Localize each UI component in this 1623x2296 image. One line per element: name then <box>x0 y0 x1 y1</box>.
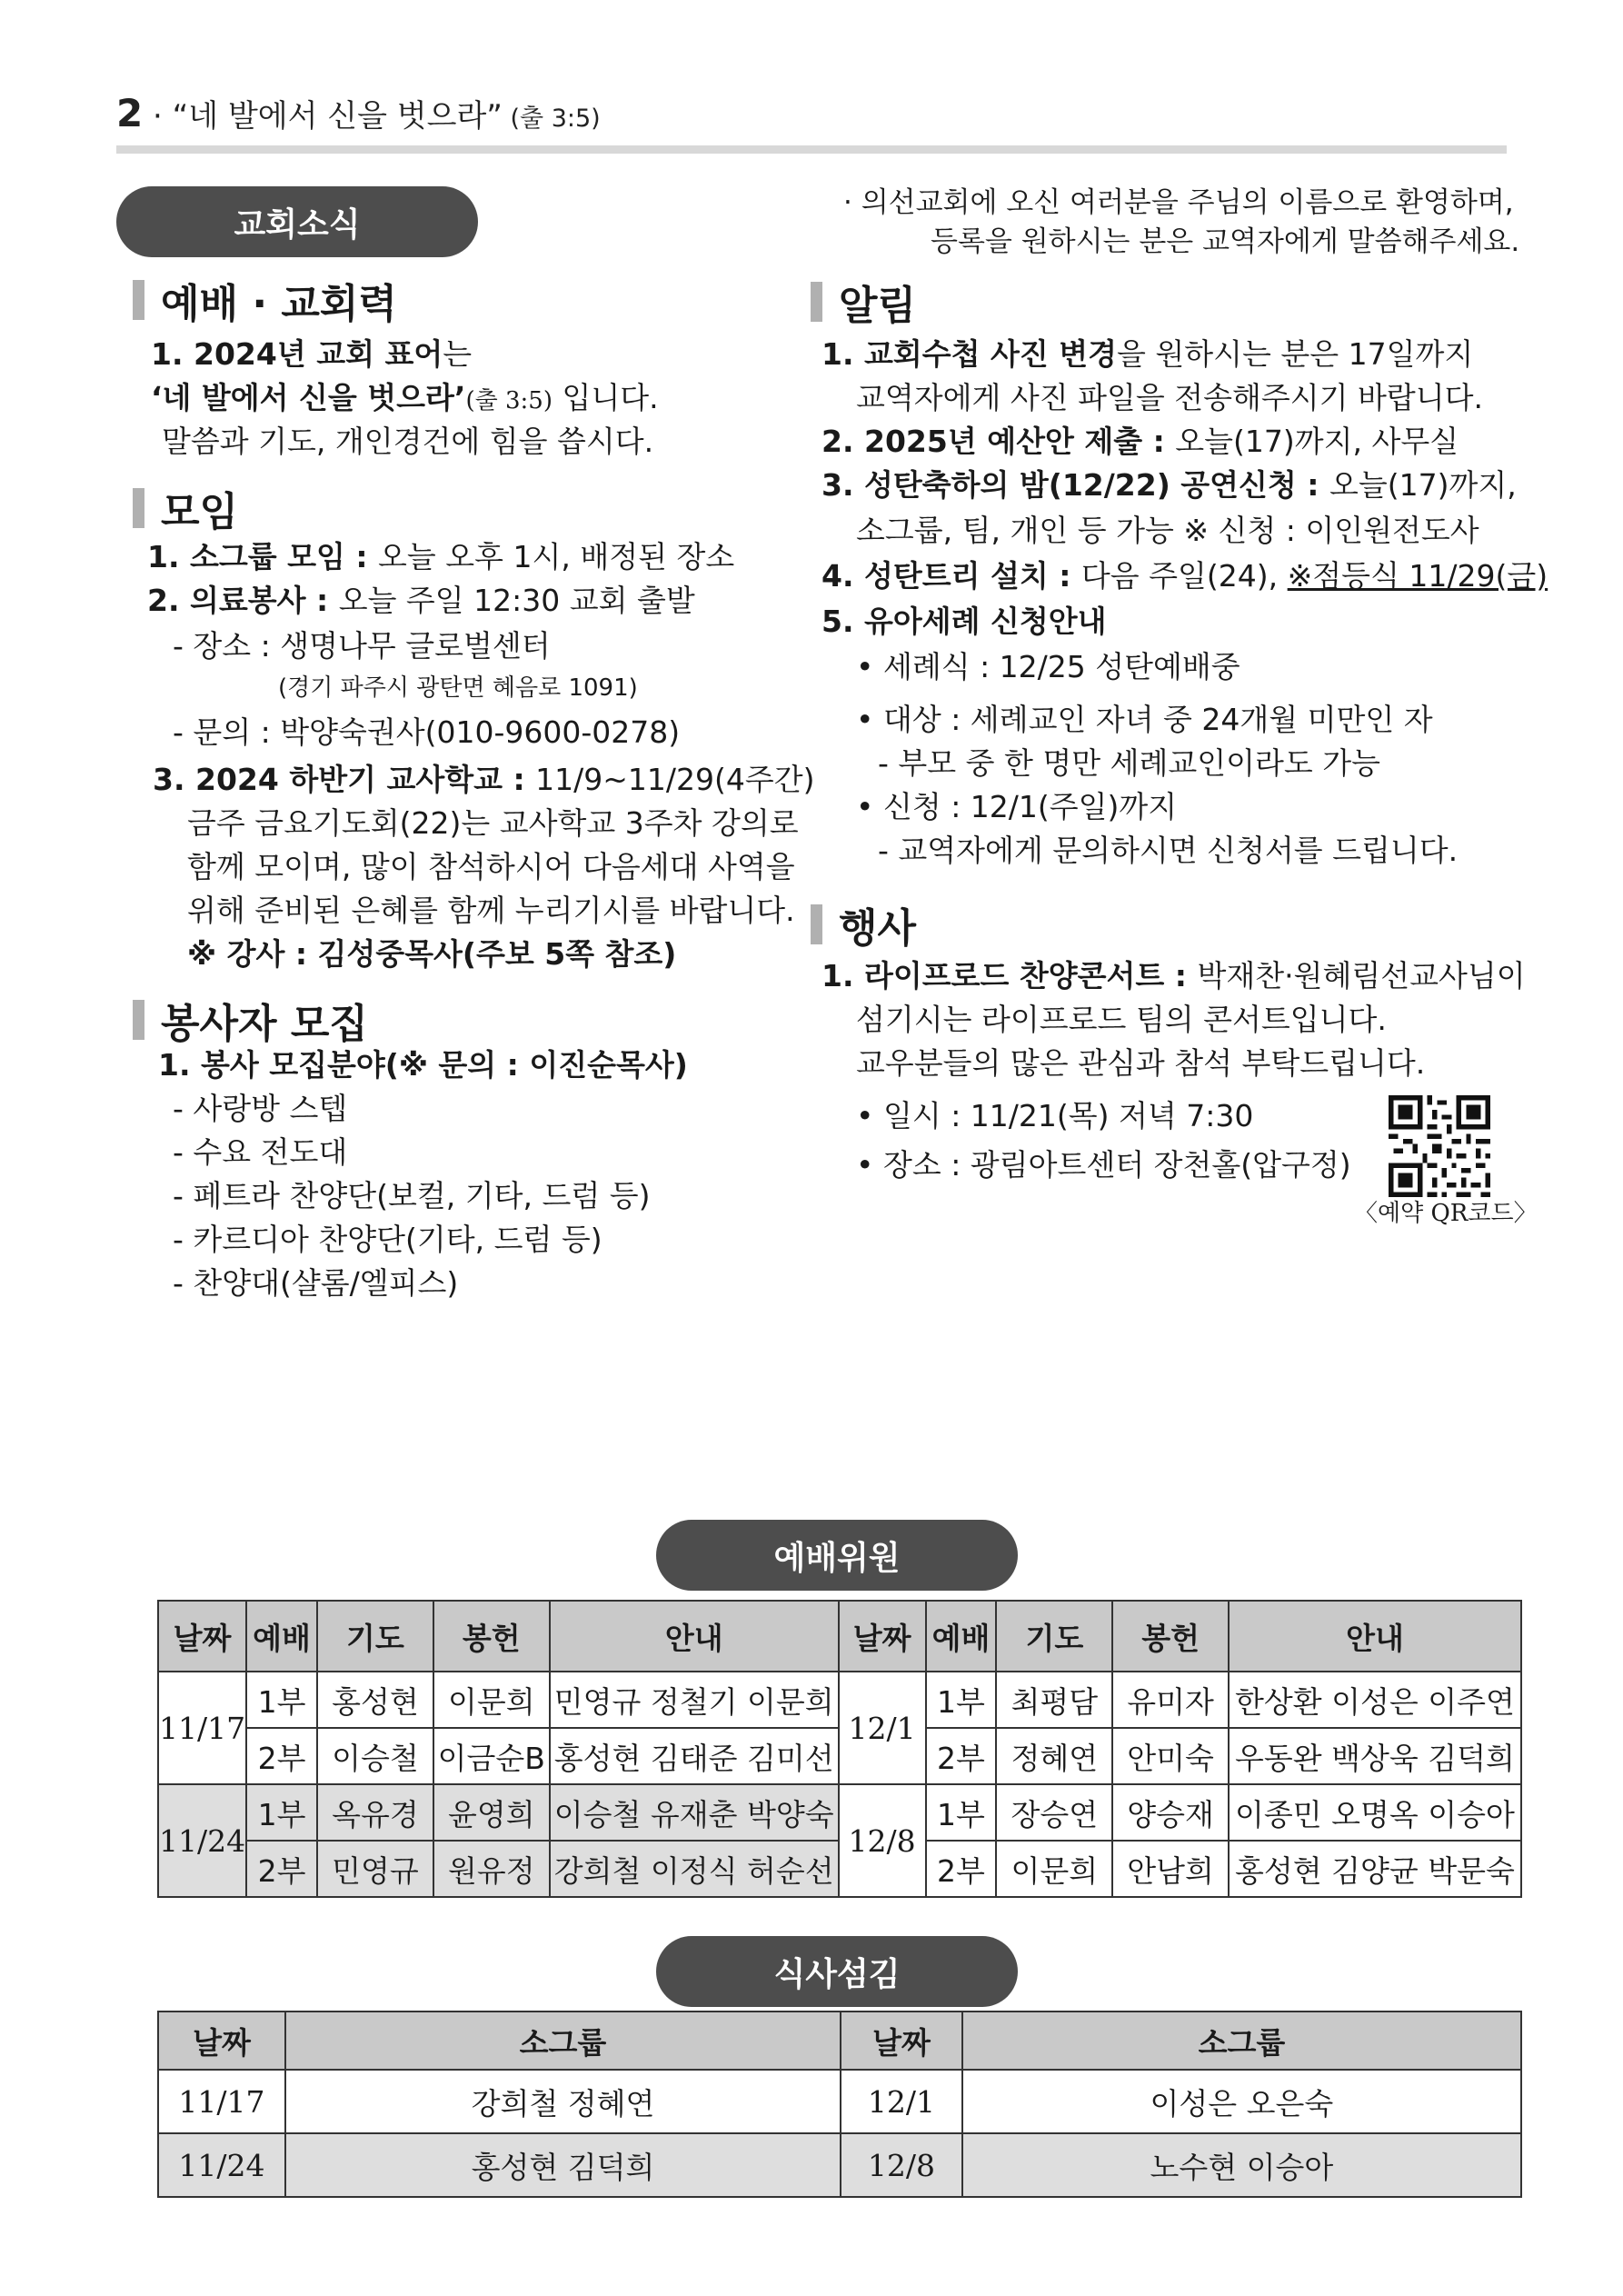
volunteer-item: - 페트라 찬양단(보컬, 기타, 드럼 등) <box>173 1178 651 1213</box>
meeting-3-line-4: ※ 강사 : 김성중목사(주보 5쪽 참조) <box>187 936 677 972</box>
header-group: 소그룹 <box>285 2011 841 2070</box>
header-usher: 안내 <box>1229 1601 1521 1672</box>
header-date: 날짜 <box>158 2011 285 2070</box>
offering-cell: 원유정 <box>433 1841 550 1897</box>
event-1-line-3: 교우분들의 많은 관심과 참석 부탁드립니다. <box>856 1045 1426 1081</box>
section-worship <box>133 271 397 329</box>
group-cell: 노수현 이승아 <box>962 2133 1521 2197</box>
section-title: 예배 · 교회력 <box>161 281 397 327</box>
offering-cell: 윤영희 <box>433 1784 550 1841</box>
event-1: 1. 라이프로드 찬양콘서트 : 박재찬·원혜림선교사님이 <box>821 958 1526 993</box>
usher-cell: 이승철 유재춘 박양숙 <box>550 1784 839 1841</box>
meeting-2-contact: - 문의 : 박양숙권사(010-9600-0278) <box>173 714 681 750</box>
section-bar <box>133 488 144 528</box>
service-cell: 1부 <box>926 1784 997 1841</box>
offering-cell: 안미숙 <box>1112 1728 1229 1784</box>
header-date: 날짜 <box>839 1601 926 1672</box>
qr-code-icon[interactable] <box>1389 1095 1490 1197</box>
volunteer-item: - 사랑방 스텝 <box>173 1091 348 1126</box>
offering-cell: 이금순B <box>433 1728 550 1784</box>
meeting-2-place: - 장소 : 생명나무 글로벌센터 <box>173 628 551 664</box>
meal-service-table <box>157 2011 1522 2198</box>
header-service: 예배 <box>246 1601 317 1672</box>
header-separator: · <box>143 98 173 135</box>
prayer-cell: 장승연 <box>996 1784 1112 1841</box>
date-cell: 12/8 <box>841 2133 962 2197</box>
prayer-cell: 이문희 <box>996 1841 1112 1897</box>
welcome-line-2: 등록을 원하시는 분은 교역자에게 말씀해주세요. <box>931 225 1520 258</box>
notice-3-line-2: 소그룹, 팀, 개인 등 가능 ※ 신청 : 이인원전도사 <box>856 513 1479 548</box>
notice-5-line-3: - 부모 중 한 명만 세례교인이라도 가능 <box>878 745 1381 781</box>
section-event <box>811 895 916 953</box>
date-cell: 12/8 <box>839 1784 926 1897</box>
prayer-cell: 옥유경 <box>317 1784 433 1841</box>
usher-cell: 이종민 오명옥 이승아 <box>1229 1784 1521 1841</box>
service-cell: 2부 <box>246 1841 317 1897</box>
offering-cell: 안남희 <box>1112 1841 1229 1897</box>
worship-line-3: 말씀과 기도, 개인경건에 힘을 씁시다. <box>162 424 654 459</box>
notice-5: 5. 유아세례 신청안내 <box>821 604 1107 639</box>
group-cell: 강희철 정혜연 <box>285 2070 841 2133</box>
date-cell: 12/1 <box>841 2070 962 2133</box>
event-1-line-5: • 장소 : 광림아트센터 장천홀(압구정) <box>856 1147 1351 1183</box>
group-cell: 홍성현 김덕희 <box>285 2133 841 2197</box>
page-header <box>116 91 601 135</box>
volunteer-item: - 카르디아 찬양단(기타, 드럼 등) <box>173 1222 602 1257</box>
worship-line-1: 1. 2024년 교회 표어는 <box>151 336 473 372</box>
meeting-3-line-1: 금주 금요기도회(22)는 교사학교 3주차 강의로 <box>187 805 799 841</box>
usher-cell: 강희철 이정식 허순선 <box>550 1841 839 1897</box>
offering-cell: 유미자 <box>1112 1672 1229 1728</box>
prayer-cell: 최평담 <box>996 1672 1112 1728</box>
offering-cell: 양승재 <box>1112 1784 1229 1841</box>
service-cell: 2부 <box>926 1841 997 1897</box>
prayer-cell: 민영규 <box>317 1841 433 1897</box>
service-cell: 2부 <box>246 1728 317 1784</box>
notice-5-line-4: • 신청 : 12/1(주일)까지 <box>856 789 1178 824</box>
prayer-cell: 정혜연 <box>996 1728 1112 1784</box>
date-cell: 11/17 <box>158 1672 246 1784</box>
date-cell: 12/1 <box>839 1672 926 1784</box>
header-offering: 봉헌 <box>1112 1601 1229 1672</box>
section-title: 모임 <box>161 489 239 535</box>
section-notice <box>811 273 916 331</box>
meeting-2-address: (경기 파주시 광탄면 혜음로 1091) <box>278 674 638 702</box>
table-row <box>158 2070 1521 2133</box>
section-title: 봉사자 모집 <box>161 1001 368 1047</box>
section-title: 행사 <box>839 905 917 952</box>
meal-service-pill: 식사섬김 <box>656 1936 1018 2007</box>
notice-1: 1. 교회수첩 사진 변경을 원하시는 분은 17일까지 <box>821 336 1474 372</box>
prayer-cell: 이승철 <box>317 1728 433 1784</box>
worship-staff-pill: 예배위원 <box>656 1520 1018 1591</box>
event-1-line-2: 섬기시는 라이프로드 팀의 콘서트입니다. <box>856 1002 1387 1037</box>
volunteer-fields: 1. 봉사 모집분야(※ 문의 : 이진순목사) <box>158 1047 688 1083</box>
usher-cell: 한상환 이성은 이주연 <box>1229 1672 1521 1728</box>
header-date: 날짜 <box>841 2011 962 2070</box>
usher-cell: 홍성현 김양균 박문숙 <box>1229 1841 1521 1897</box>
date-cell: 11/17 <box>158 2070 285 2133</box>
header-title: “네 발에서 신을 벗으라” <box>172 98 503 135</box>
meeting-1: 1. 소그룹 모임 : 오늘 오후 1시, 배정된 장소 <box>147 539 735 574</box>
header-prayer: 기도 <box>317 1601 433 1672</box>
header-date: 날짜 <box>158 1601 246 1672</box>
worship-line-2: ‘네 발에서 신을 벗으라’(출 3:5) 입니다. <box>151 380 659 415</box>
usher-cell: 우동완 백상욱 김덕희 <box>1229 1728 1521 1784</box>
volunteer-item: - 찬양대(샬롬/엘피스) <box>173 1265 459 1301</box>
welcome-line-1: · 의선교회에 오신 여러분을 주님의 이름으로 환영하며, <box>843 186 1514 219</box>
notice-3: 3. 성탄축하의 밤(12/22) 공연신청 : 오늘(17)까지, <box>821 467 1517 503</box>
service-cell: 1부 <box>926 1672 997 1728</box>
notice-2: 2. 2025년 예산안 제출 : 오늘(17)까지, 사무실 <box>821 424 1459 459</box>
meeting-2: 2. 의료봉사 : 오늘 주일 12:30 교회 출발 <box>147 583 695 618</box>
notice-5-line-2: • 대상 : 세례교인 자녀 중 24개월 미만인 자 <box>856 702 1433 737</box>
section-title: 알림 <box>839 283 917 329</box>
qr-caption: 〈예약 QR코드〉 <box>1354 1200 1538 1227</box>
header-service: 예배 <box>926 1601 997 1672</box>
header-offering: 봉헌 <box>433 1601 550 1672</box>
section-bar <box>811 282 822 322</box>
usher-cell: 홍성현 김태준 김미선 <box>550 1728 839 1784</box>
section-meeting <box>133 479 238 537</box>
section-bar <box>133 1000 144 1040</box>
offering-cell: 이문희 <box>433 1672 550 1728</box>
header-group: 소그룹 <box>962 2011 1521 2070</box>
volunteer-item: - 수요 전도대 <box>173 1134 348 1170</box>
header-ref: (출 3:5) <box>502 105 601 133</box>
table-row <box>158 1784 1521 1841</box>
worship-staff-table <box>157 1600 1522 1898</box>
date-cell: 11/24 <box>158 2133 285 2197</box>
service-cell: 1부 <box>246 1672 317 1728</box>
service-cell: 2부 <box>926 1728 997 1784</box>
section-bar <box>133 280 144 320</box>
notice-4: 4. 성탄트리 설치 : 다음 주일(24), ※점등식 11/29(금) <box>821 558 1548 594</box>
header-usher: 안내 <box>550 1601 839 1672</box>
notice-1-line-2: 교역자에게 사진 파일을 전송해주시기 바랍니다. <box>856 380 1484 415</box>
event-1-line-4: • 일시 : 11/21(목) 저녁 7:30 <box>856 1098 1254 1133</box>
section-volunteers <box>133 991 368 1049</box>
section-bar <box>811 904 822 944</box>
meeting-3: 3. 2024 하반기 교사학교 : 11/9~11/29(4주간) <box>153 762 815 797</box>
group-cell: 이성은 오은숙 <box>962 2070 1521 2133</box>
church-news-pill: 교회소식 <box>116 186 478 257</box>
meeting-3-line-3: 위해 준비된 은혜를 함께 누리기시를 바랍니다. <box>187 893 795 928</box>
table-row <box>158 2133 1521 2197</box>
service-cell: 1부 <box>246 1784 317 1841</box>
prayer-cell: 홍성현 <box>317 1672 433 1728</box>
notice-5-line-1: • 세례식 : 12/25 성탄예배중 <box>856 649 1240 684</box>
page-number: 2 <box>116 91 144 135</box>
usher-cell: 민영규 정철기 이문희 <box>550 1672 839 1728</box>
date-cell: 11/24 <box>158 1784 246 1897</box>
header-prayer: 기도 <box>996 1601 1112 1672</box>
header-rule <box>116 145 1507 154</box>
table-row <box>158 1672 1521 1728</box>
notice-5-line-5: - 교역자에게 문의하시면 신청서를 드립니다. <box>878 833 1459 868</box>
meeting-3-line-2: 함께 모이며, 많이 참석하시어 다음세대 사역을 <box>187 849 795 884</box>
